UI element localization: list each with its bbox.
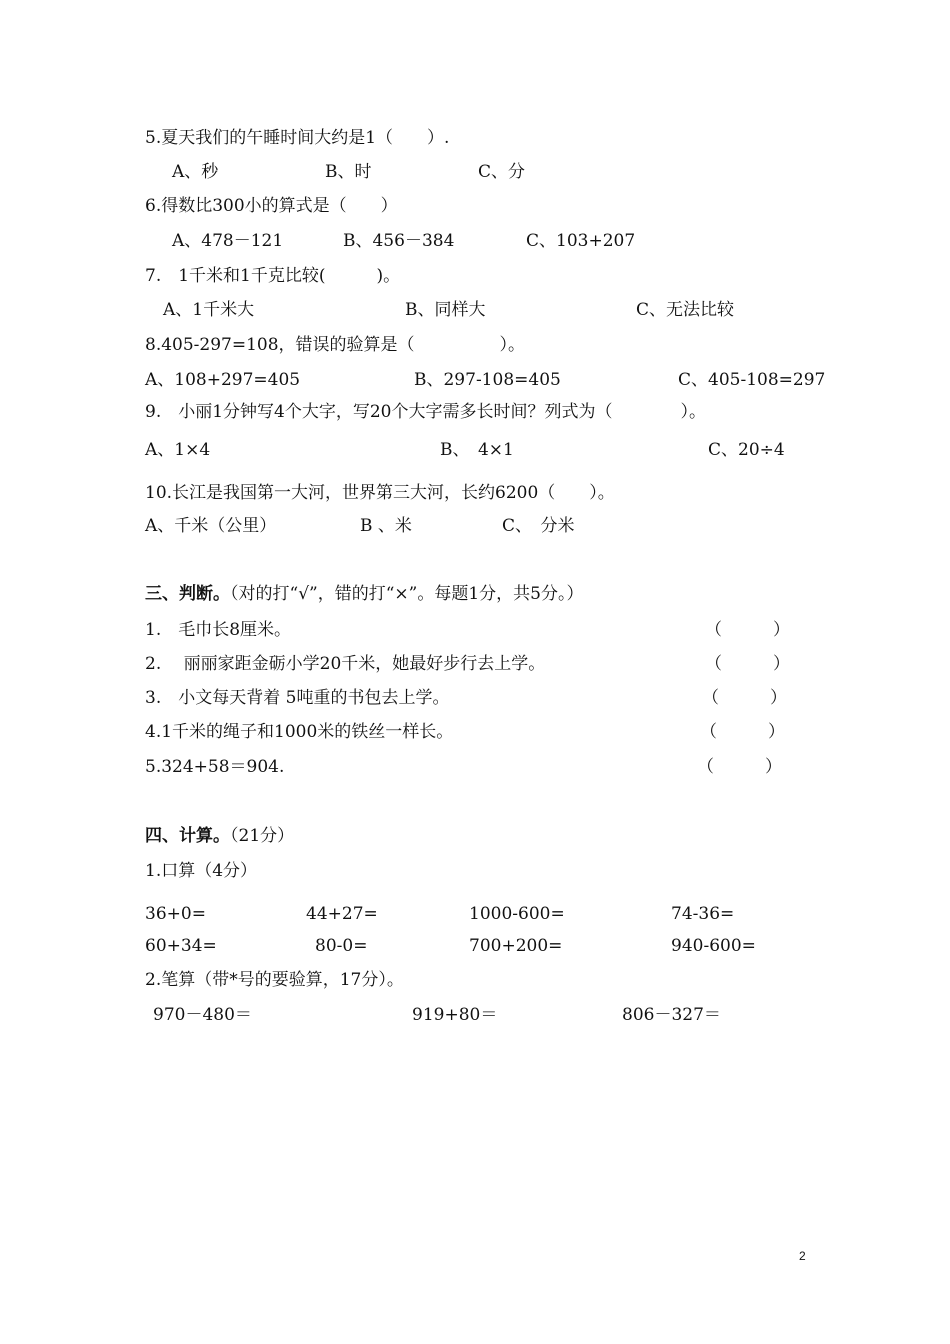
- judge-item-5-text: 5.324+58＝904.: [145, 757, 285, 777]
- judge-item-4-answer-paren: （ ）: [700, 722, 785, 742]
- question-8-option-a: A、108+297=405: [145, 370, 301, 390]
- section-4-heading: [145, 825, 294, 847]
- question-8-option-c: C、405-108=297: [678, 370, 826, 390]
- judge-item-3-answer-paren: （ ）: [702, 688, 787, 708]
- judge-item-2-text: 2. 丽丽家距金砺小学20千米，她最好步行去上学。: [145, 654, 546, 674]
- question-7-option-a: A、1千米大: [163, 300, 255, 320]
- question-9-option-b: B、 4×1: [440, 440, 514, 460]
- question-6-option-c: C、103+207: [526, 231, 636, 251]
- question-5-option-b: B、时: [325, 162, 372, 182]
- question-6-stem: 6.得数比300小的算式是（ ）: [145, 196, 398, 216]
- written-calc-heading: 2.笔算（带*号的要验算，17分）。: [145, 970, 404, 990]
- oral-calc-item: 80-0=: [315, 936, 368, 956]
- section-4-note: （21分）: [230, 826, 295, 846]
- section-3-heading: [145, 583, 583, 605]
- question-8-stem: 8.405-297=108，错误的验算是（ ）。: [145, 335, 526, 355]
- question-9-option-a: A、1×4: [145, 440, 211, 460]
- question-5-stem: 5.夏天我们的午睡时间大约是1（ ）.: [145, 128, 450, 148]
- written-calc-item: 806－327＝: [622, 1005, 721, 1025]
- oral-calc-item: 1000-600=: [469, 904, 565, 924]
- question-9-option-c: C、20÷4: [708, 440, 785, 460]
- question-6-option-b: B、456－384: [343, 231, 455, 251]
- oral-calc-item: 60+34=: [145, 936, 217, 956]
- question-7-option-c: C、无法比较: [636, 300, 735, 320]
- judge-item-1-answer-paren: （ ）: [705, 620, 790, 640]
- oral-calc-heading: 1.口算（4分）: [145, 861, 258, 881]
- written-calc-item: 919+80＝: [412, 1005, 498, 1025]
- oral-calc-item: 940-600=: [671, 936, 756, 956]
- section-3-title: 三、判断。: [145, 584, 230, 604]
- oral-calc-item: 700+200=: [469, 936, 563, 956]
- question-10-stem: 10.长江是我国第一大河，世界第三大河，长约6200（ ）。: [145, 483, 615, 503]
- judge-item-2-answer-paren: （ ）: [705, 654, 790, 674]
- oral-calc-item: 44+27=: [306, 904, 378, 924]
- question-10-option-a: A、千米（公里）: [145, 516, 277, 536]
- question-10-option-b: B 、米: [360, 516, 412, 536]
- question-7-stem: 7. 1千米和1千克比较( )。: [145, 266, 401, 286]
- question-10-option-c: C、 分米: [502, 516, 575, 536]
- written-calc-item: 970－480＝: [153, 1005, 252, 1025]
- question-6-option-a: A、478－121: [172, 231, 284, 251]
- judge-item-5-answer-paren: （ ）: [697, 757, 782, 777]
- page-number: 2: [799, 1249, 806, 1263]
- judge-item-4-text: 4.1千米的绳子和1000米的铁丝一样长。: [145, 722, 454, 742]
- judge-item-1-text: 1. 毛巾长8厘米。: [145, 620, 292, 640]
- question-9-stem: 9. 小丽1分钟写4个大字，写20个大字需多长时间？列式为（ ）。: [145, 402, 706, 422]
- question-7-option-b: B、同样大: [405, 300, 486, 320]
- question-8-option-b: B、297-108=405: [414, 370, 561, 390]
- oral-calc-item: 36+0=: [145, 904, 206, 924]
- section-4-title: 四、计算。: [145, 826, 230, 846]
- judge-item-3-text: 3. 小文每天背着 5吨重的书包去上学。: [145, 688, 450, 708]
- oral-calc-item: 74-36=: [671, 904, 735, 924]
- section-3-note: （对的打“√”，错的打“×”。每题1分，共5分。）: [230, 584, 584, 604]
- question-5-option-c: C、分: [478, 162, 526, 182]
- question-5-option-a: A、秒: [172, 162, 219, 182]
